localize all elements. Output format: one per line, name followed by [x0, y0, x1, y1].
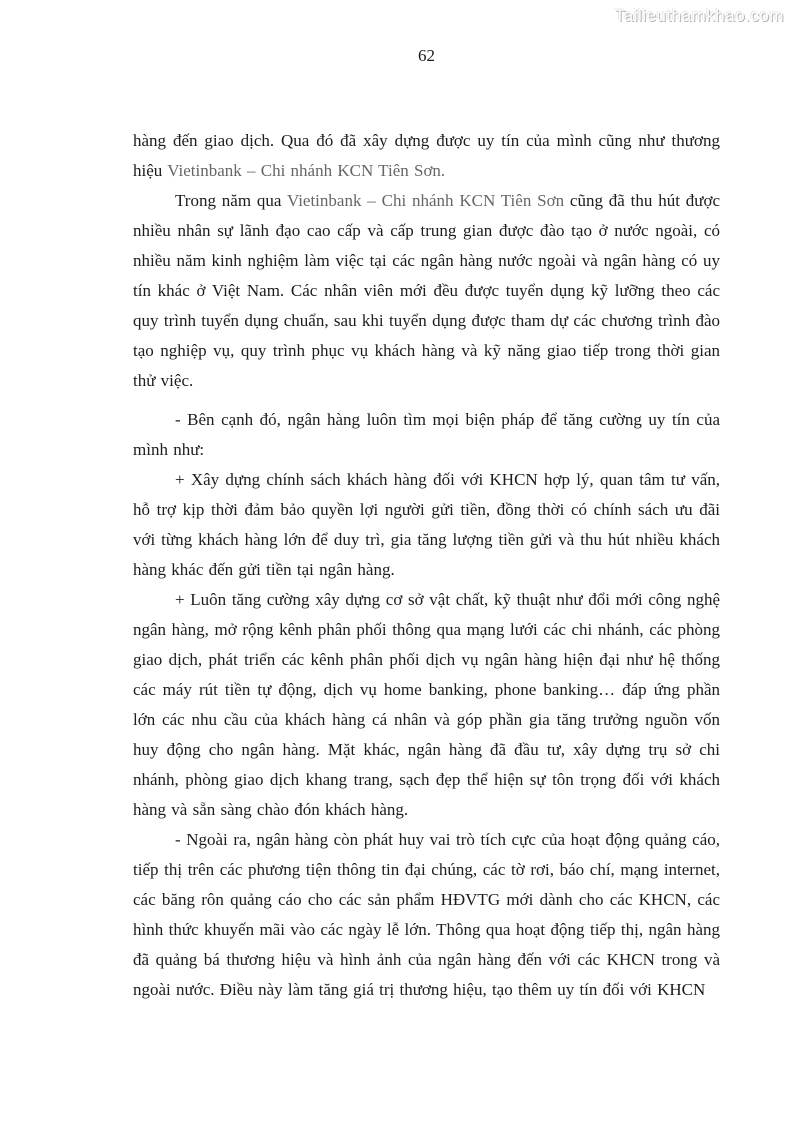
text-segment: + Luôn tăng cường xây dựng cơ sở vật chất, kỹ thuật như đổi mới công nghệ ngân hàng, mở rộng kênh phân phối thông qua mạng lưới các chi nhánh, các phòng giao dịch, phát triển các kênh phân phối dịch vụ ngân hàng hiện đại như hệ thống các máy rút tiền tự động, dịch vụ home banking, phone banking… đáp ứng phần lớn các nhu cầu của khách hàng cá nhân và góp phần gia tăng trưởng nguồn vốn huy động cho ngân hàng. Mặt khác, ngân hàng đã đầu tư, xây dựng trụ sở chi nhánh, phòng giao dịch khang trang, sạch đẹp thể hiện sự tôn trọng đối với khách hàng và sẵn sàng chào đón khách hàng.	[133, 590, 720, 819]
paragraph	[133, 126, 720, 186]
paragraph	[133, 825, 720, 1005]
paragraph	[133, 465, 720, 585]
paragraph	[133, 585, 720, 825]
text-segment: hàng đến giao dịch. Qua đó đã xây dựng được uy tín của mình cũng như thương hiệu	[133, 131, 720, 180]
text-segment: + Xây dựng chính sách khách hàng đối với KHCN hợp lý, quan tâm tư vấn, hỗ trợ kịp thời đảm bảo quyền lợi người gửi tiền, đồng thời có chính sách ưu đãi với từng khách hàng lớn để duy trì, gia tăng lượng tiền gửi và thu hút nhiều khách hàng khác đến gửi tiền tại ngân hàng.	[133, 470, 720, 579]
paragraph	[133, 405, 720, 465]
text-segment: Trong năm qua	[175, 191, 287, 210]
watermark: Tailieuthamkhao.com	[614, 6, 784, 25]
text-segment: - Bên cạnh đó, ngân hàng luôn tìm mọi biện pháp để tăng cường uy tín của mình như:	[133, 410, 720, 459]
text-segment: cũng đã thu hút được nhiều nhân sự lãnh đạo cao cấp và cấp trung gian được đào tạo ở nước ngoài, có nhiều năm kinh nghiệm làm việc tại các ngân hàng nước ngoài và ngân hàng có uy tín khác ở Việt Nam. Các nhân viên mới đều được tuyển dụng kỹ lưỡng theo các quy trình tuyển dụng chuẩn, sau khi tuyển dụng được tham dự các chương trình đào tạo nghiệp vụ, quy trình phục vụ khách hàng và kỹ năng giao tiếp trong thời gian thử việc.	[133, 191, 720, 390]
page-number: 62	[418, 46, 435, 65]
text-segment-muted: Vietinbank – Chi nhánh KCN Tiên Sơn	[286, 191, 565, 210]
body-text	[133, 126, 720, 1005]
text-segment-muted: Vietinbank – Chi nhánh KCN Tiên Sơn.	[167, 161, 446, 180]
paragraph	[133, 186, 720, 396]
text-segment: - Ngoài ra, ngân hàng còn phát huy vai trò tích cực của hoạt động quảng cáo, tiếp thị trên các phương tiện thông tin đại chúng, các tờ rơi, báo chí, mạng internet, các băng rôn quảng cáo cho các sản phẩm HĐVTG mới dành cho các KHCN, các hình thức khuyến mãi vào các ngày lễ lớn. Thông qua hoạt động tiếp thị, ngân hàng đã quảng bá thương hiệu và hình ảnh của ngân hàng đến với các KHCN trong và ngoài nước. Điều này làm tăng giá trị thương hiệu, tạo thêm uy tín đối với KHCN	[133, 830, 720, 999]
